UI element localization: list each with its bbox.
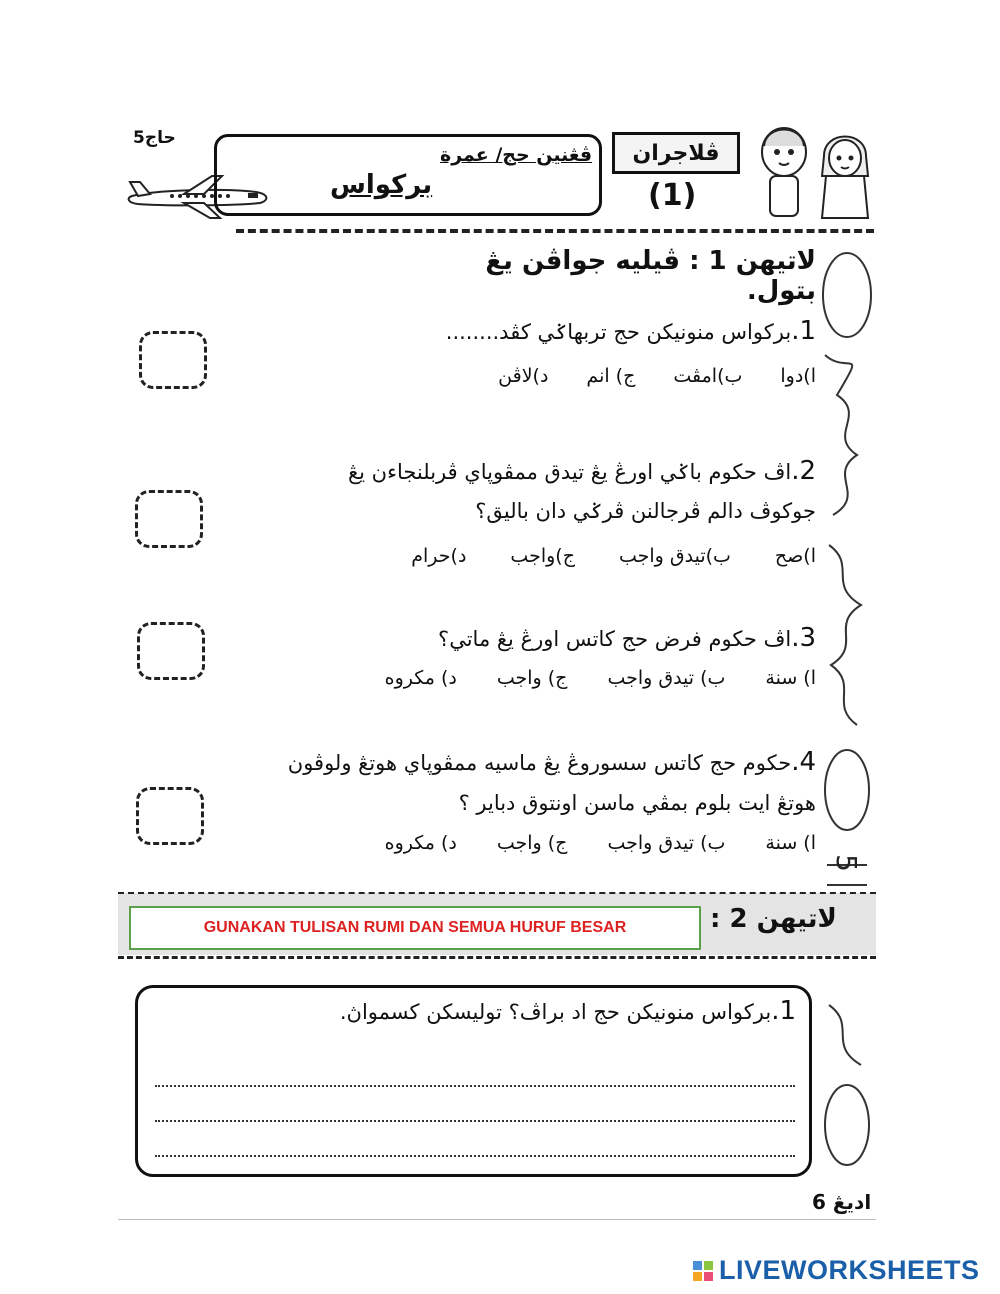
page-label: اديڠ 6 — [812, 1190, 872, 1214]
page-corner-label: حاج5 — [133, 128, 176, 148]
option-b[interactable]: ب)امڤت — [673, 365, 743, 387]
question-2 — [230, 452, 816, 491]
children-illustration — [752, 116, 878, 224]
question-1-options — [380, 365, 816, 387]
instruction-box: GUNAKAN TULISAN RUMI DAN SEMUA HURUF BESAR — [129, 906, 701, 950]
question-1-text: بركواس منونيكن حج تربهاݢي كڤد........ — [445, 320, 792, 344]
option-d[interactable]: د)لاڤن — [498, 365, 549, 387]
bottom-rule — [118, 1219, 876, 1220]
option-b[interactable]: ب)تيدق واجب — [618, 545, 731, 567]
header-divider — [236, 229, 874, 233]
option-c[interactable]: ج) واجب — [496, 832, 568, 854]
option-c[interactable]: ج) واجب — [496, 667, 568, 689]
exercise1-title: لاتيهن 1 : ڤيليه جواڤن يڠ بتول. — [485, 246, 816, 306]
option-a[interactable]: ا)صح — [774, 545, 816, 567]
question-1 — [230, 312, 816, 351]
subject-title: ڤڠنين حج/ عمرة — [440, 144, 593, 166]
answer-box-4[interactable] — [136, 787, 204, 845]
lesson-number: (1) — [648, 178, 697, 213]
question-3 — [230, 619, 816, 658]
option-c[interactable]: ج) انم — [586, 365, 636, 387]
option-a[interactable]: ا) سنة — [765, 832, 816, 854]
svg-text:5: 5 — [830, 854, 863, 872]
answer-box-2[interactable] — [135, 490, 203, 548]
answer-box-1[interactable] — [139, 331, 207, 389]
answer-line-1[interactable] — [155, 1085, 795, 1087]
decorative-border — [817, 245, 877, 1190]
option-d[interactable]: د)حرام — [411, 545, 467, 567]
question-3-options — [280, 667, 816, 689]
option-c[interactable]: ج)واجب — [510, 545, 575, 567]
exercise2-question-text: بركواس منونيكن حج اد براڤ؟ توليسكن كسمواڽ. — [339, 1000, 772, 1024]
question-2-options — [310, 545, 816, 567]
liveworksheets-logo-icon — [693, 1261, 713, 1281]
topic-title: بركواس — [330, 170, 433, 200]
exercise2-top-divider — [118, 892, 876, 894]
option-b[interactable]: ب) تيدق واجب — [607, 832, 726, 854]
option-a[interactable]: ا) سنة — [765, 667, 816, 689]
brand-name: LIVEWORKSHEETS — [719, 1255, 980, 1285]
question-4-line1: حكوم حج كاتس سسوروڠ يڠ ماسيه ممڤوڽاي هوتڠ ولوڤون — [287, 751, 792, 775]
question-3-text: اڤ حكوم فرض حج كاتس اورڠ يڠ ماتي؟ — [438, 627, 792, 651]
question-4-number: 4. — [791, 747, 816, 777]
option-a[interactable]: ا)دوا — [780, 365, 816, 387]
answer-line-2[interactable] — [155, 1120, 795, 1122]
exercise2-question — [240, 992, 796, 1031]
option-d[interactable]: د) مكروه — [384, 667, 457, 689]
flag-banner: ڤلاجران — [612, 132, 740, 174]
question-1-number: 1. — [791, 316, 816, 346]
exercise2-title: لاتيهن 2 : — [710, 904, 837, 934]
exercise2-question-number: 1. — [771, 996, 796, 1026]
brand-footer — [693, 1255, 980, 1286]
question-4-options — [280, 832, 816, 854]
question-2-line1: اڤ حكوم باݢي اورڠ يڠ تيدق ممڤوڽاي ڤربلنجاءن يڠ — [347, 460, 792, 484]
exercise2-bottom-divider — [118, 956, 876, 959]
option-d[interactable]: د) مكروه — [384, 832, 457, 854]
question-4 — [230, 743, 816, 782]
option-b[interactable]: ب) تيدق واجب — [607, 667, 726, 689]
question-2-number: 2. — [791, 456, 816, 486]
answer-box-3[interactable] — [137, 622, 205, 680]
answer-line-3[interactable] — [155, 1155, 795, 1157]
question-2-line2: جوكوڤ دالم ڤرجالنن ڤرݢي دان باليق؟ — [475, 499, 816, 523]
question-4-line2: هوتڠ ايت بلوم بمڤي ماسن اونتوق دباير ؟ — [458, 791, 816, 815]
question-3-number: 3. — [791, 623, 816, 653]
